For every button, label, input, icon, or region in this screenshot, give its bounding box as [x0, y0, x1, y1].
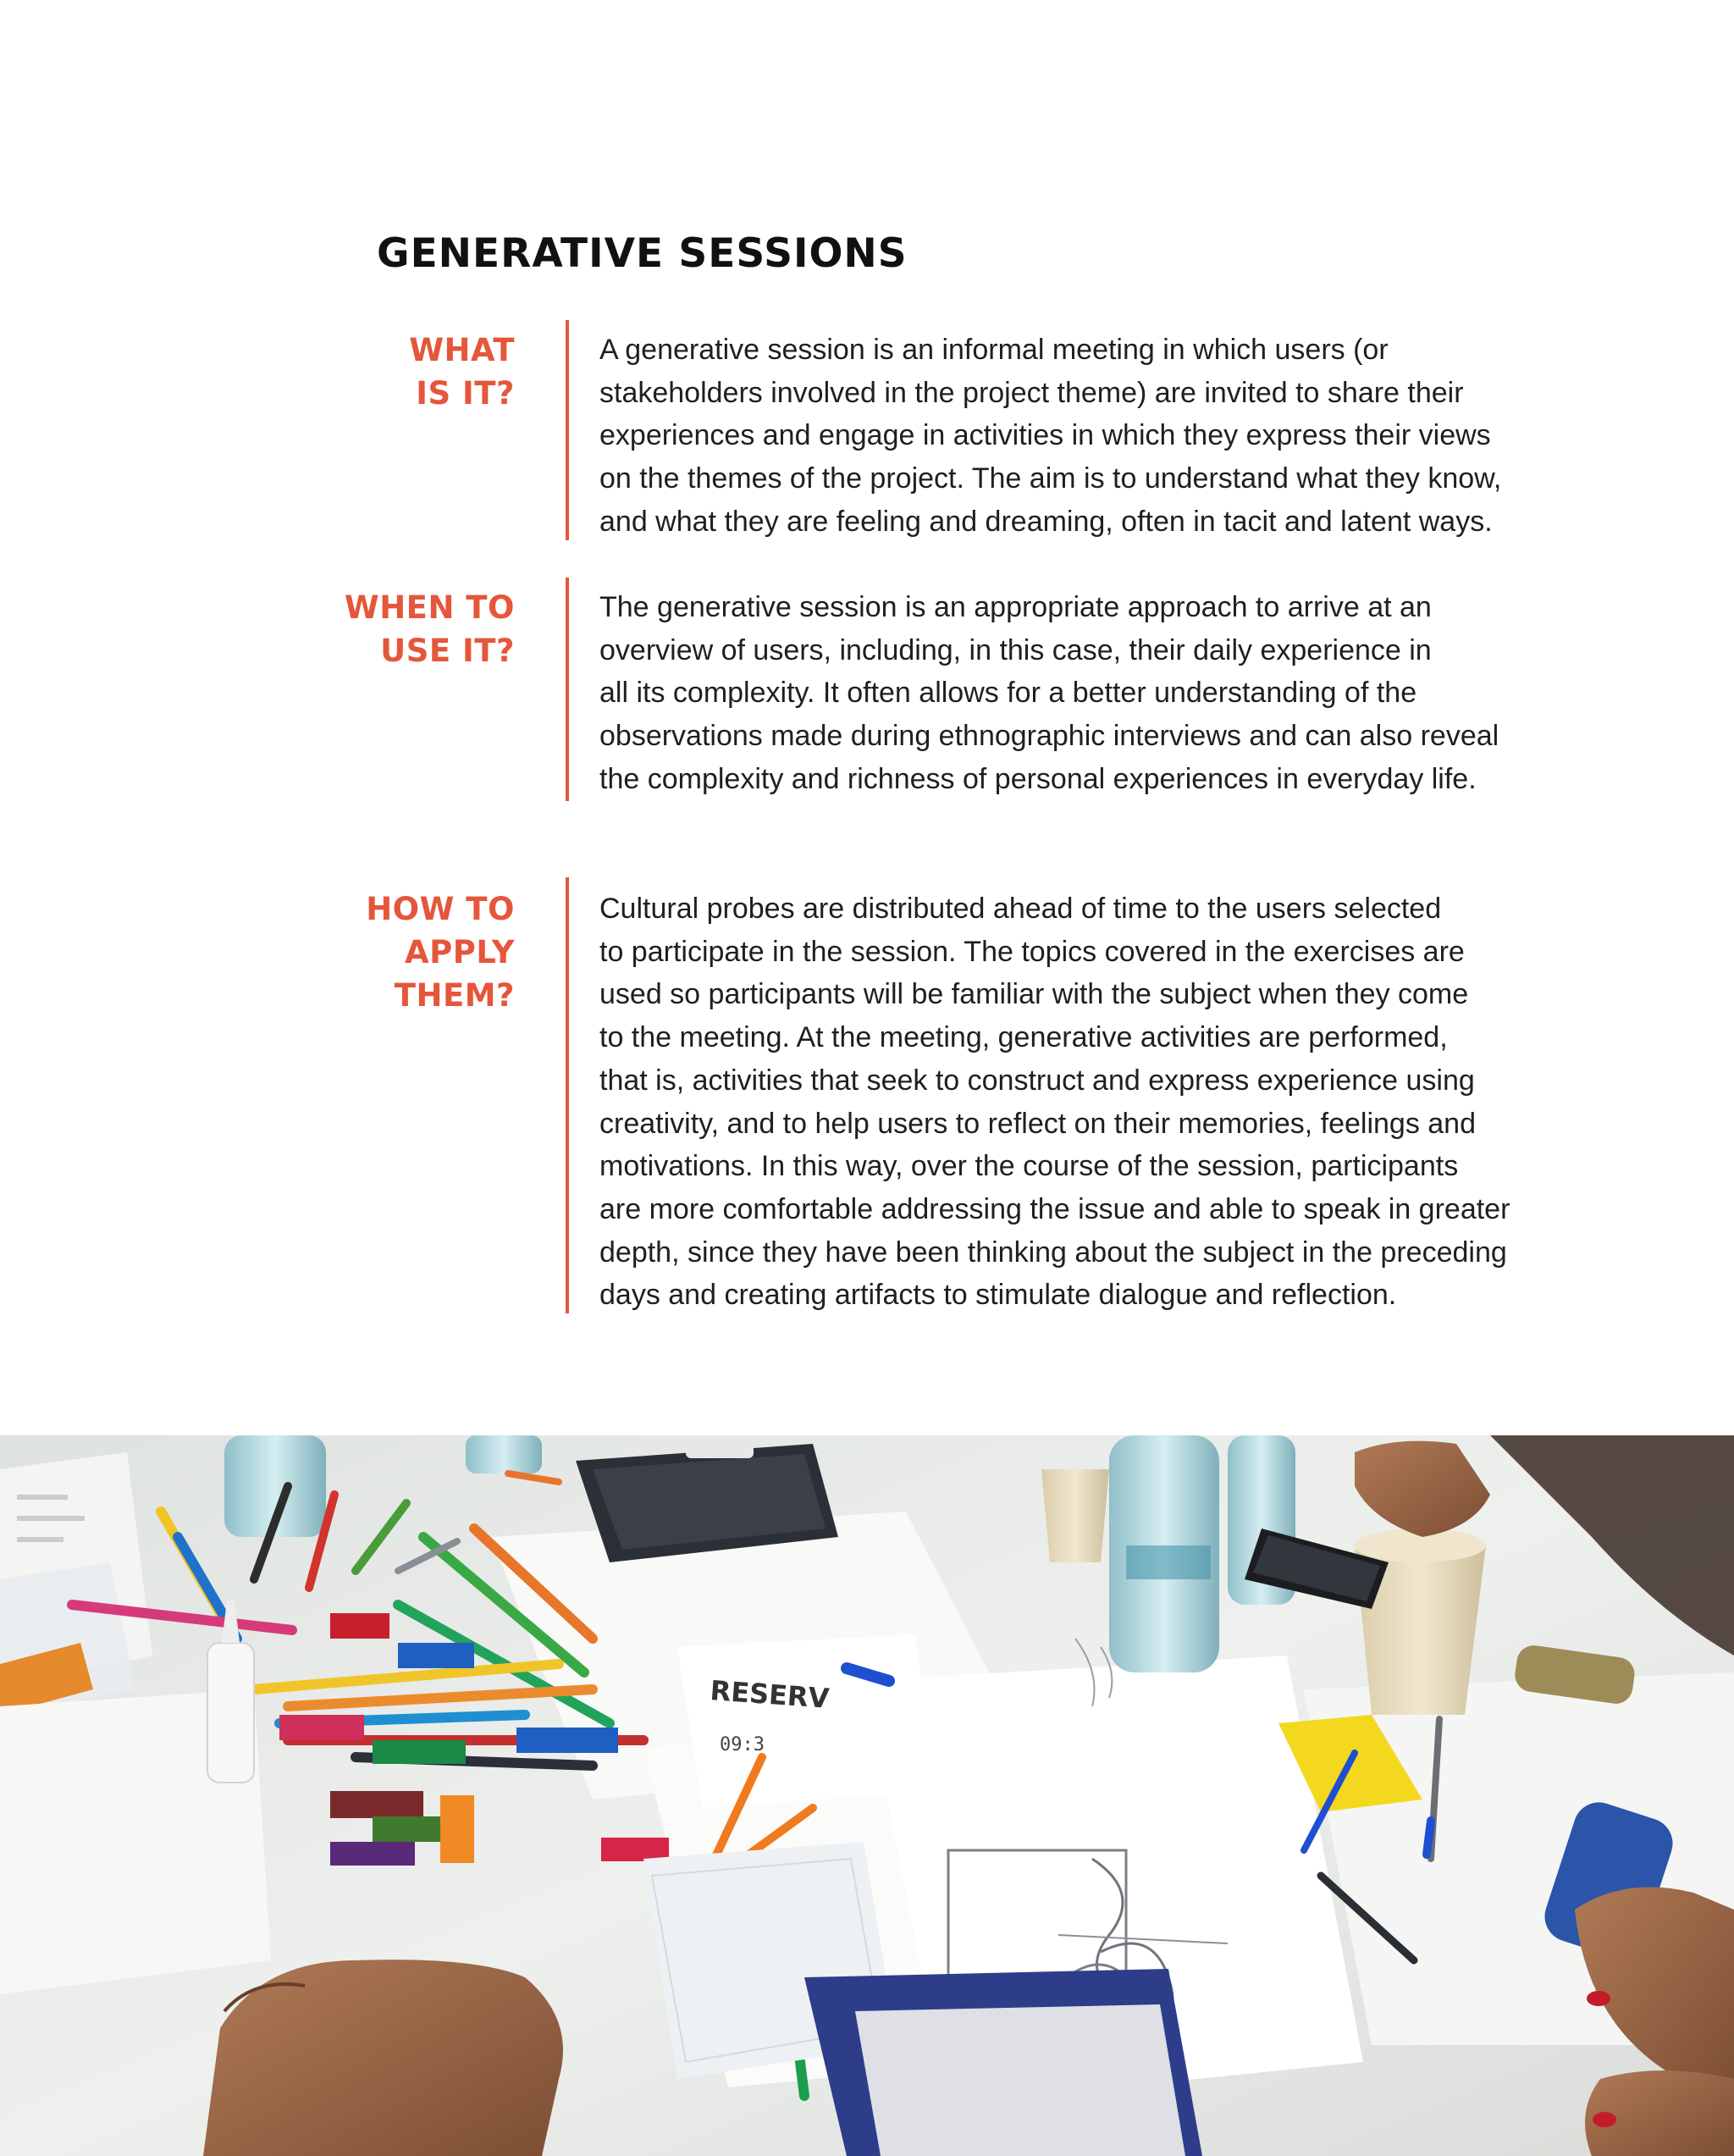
- body-line: days and creating artifacts to stimulate dialogue and reflection.: [599, 1279, 1397, 1312]
- body-line: observations made during ethnographic interviews and can also reveal: [599, 720, 1499, 753]
- body-line: are more comfortable addressing the issue and able to speak in greater: [599, 1192, 1510, 1225]
- body-line: Cultural probes are distributed ahead of time to the users selected: [599, 893, 1442, 925]
- section-label: [345, 586, 515, 672]
- body-line: all its complexity. It often allows for a better understanding of the: [599, 677, 1417, 710]
- body-line: depth, since they have been thinking about the subject in the preceding: [599, 1236, 1507, 1269]
- section-divider: [566, 320, 569, 540]
- body-line: to the meeting. At the meeting, generative activities are performed,: [599, 1021, 1448, 1054]
- body-line: that is, activities that seek to construct and express experience using: [599, 1064, 1475, 1097]
- section-body: [599, 586, 1573, 801]
- section-label-line: HOW TO: [366, 891, 515, 927]
- section-label-line: USE IT?: [380, 633, 515, 669]
- body-line: The generative session is an appropriate approach to arrive at an: [599, 591, 1432, 623]
- body-line: overview of users, including, in this case, their daily experience in: [599, 633, 1432, 666]
- section-label-line: IS IT?: [416, 375, 515, 412]
- body-line: experiences and engage in activities in which they express their views: [599, 419, 1491, 452]
- section-label-line: WHAT: [409, 332, 515, 368]
- page-title: GENERATIVE SESSIONS: [377, 230, 908, 277]
- body-line: to participate in the session. The topics covered in the exercises are: [599, 935, 1465, 968]
- body-line: A generative session is an informal meeting in which users (or: [599, 334, 1389, 366]
- body-line: used so participants will be familiar with the subject when they come: [599, 978, 1469, 1011]
- body-line: on the themes of the project. The aim is to understand what they know,: [599, 462, 1502, 495]
- section-body: [599, 887, 1573, 1317]
- section-body: [599, 329, 1573, 544]
- section-label: [366, 887, 515, 1017]
- body-line: the complexity and richness of personal experiences in everyday life.: [599, 762, 1477, 795]
- section-divider: [566, 578, 569, 801]
- body-line: creativity, and to help users to reflect on their memories, feelings and: [599, 1107, 1476, 1140]
- reserved-sign: [677, 1634, 940, 1808]
- section-label: [409, 329, 515, 415]
- workshop-photo-illustration: [0, 1435, 1734, 2156]
- body-line: motivations. In this way, over the course of the session, participants: [599, 1150, 1459, 1183]
- sign-time: 09:3: [720, 1734, 765, 1755]
- sign-text: RESERV: [709, 1674, 831, 1715]
- body-line: and what they are feeling and dreaming, often in tacit and latent ways.: [599, 505, 1493, 538]
- section-label-line: THEM?: [394, 977, 515, 1014]
- section-divider: [566, 877, 569, 1313]
- section-label-line: APPLY: [405, 934, 515, 970]
- workshop-photo: [0, 1435, 1734, 2156]
- body-line: stakeholders involved in the project theme) are invited to share their: [599, 376, 1464, 409]
- section-label-line: WHEN TO: [344, 589, 515, 626]
